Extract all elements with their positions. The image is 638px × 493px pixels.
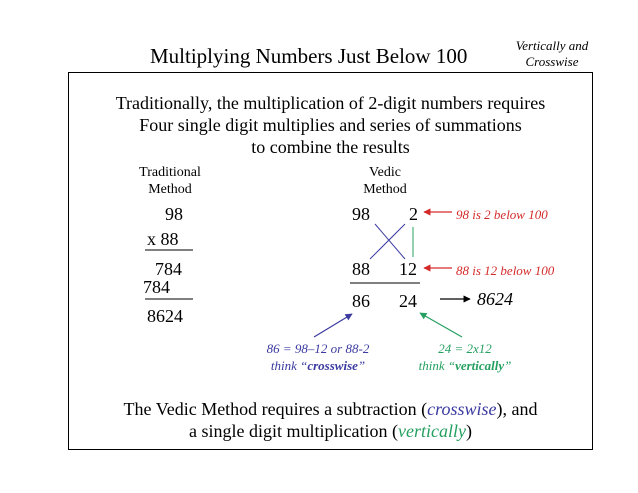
vertically-close-quote: ” [504, 358, 512, 373]
vedic-row1-diff: 2 [409, 204, 418, 224]
crosswise-think: think “ [270, 358, 308, 373]
traditional-heading-line-1: Traditional [139, 165, 201, 180]
crosswise-close-quote: ” [357, 358, 366, 373]
vedic-row2-number: 88 [352, 259, 370, 279]
vedic-answer: 8624 [477, 289, 513, 309]
cross-line-a [375, 224, 405, 259]
intro-line-3: to combine the results [251, 137, 410, 157]
intro-line-2: Four single digit multiplies and series of summations [139, 115, 522, 135]
vedic-row3-left: 86 [352, 291, 370, 311]
trad-partial-2: 784 [143, 277, 170, 297]
arrow-vertically [420, 313, 462, 337]
conclusion-l2c: ) [465, 421, 472, 441]
conclusion-l1c: ), and [496, 399, 538, 419]
trad-multiplicand: 98 [165, 204, 183, 224]
conclusion-l1a: The Vedic Method requires a subtraction ( [123, 399, 428, 419]
corner-note-line-2: Crosswise [525, 54, 579, 69]
conclusion-crosswise: crosswise [427, 399, 497, 419]
intro-line-1: Traditionally, the multiplication of 2-digit numbers requires [115, 93, 546, 113]
slide-title: Multiplying Numbers Just Below 100 [150, 44, 468, 68]
arrow-crosswise [314, 314, 352, 337]
traditional-heading-line-2: Method [148, 182, 192, 197]
vertically-note-line-1: 24 = 2x12 [438, 341, 492, 356]
conclusion-vertically: vertically [398, 421, 466, 441]
crosswise-word: crosswise [307, 358, 358, 373]
trad-multiplier: x 88 [147, 229, 179, 249]
corner-note-line-1: Vertically and [515, 38, 589, 53]
conclusion-l2a: a single digit multiplication ( [189, 421, 398, 441]
trad-partial-1: 784 [155, 259, 182, 279]
vedic-heading-line-2: Method [363, 182, 407, 197]
vedic-row2-diff: 12 [399, 259, 417, 279]
trad-result: 8624 [147, 306, 183, 326]
note-98-below-100: 98 is 2 below 100 [456, 207, 548, 222]
vedic-row1-number: 98 [352, 204, 370, 224]
vedic-row3-right: 24 [399, 291, 417, 311]
crosswise-note-line-1: 86 = 98–12 or 88-2 [266, 341, 370, 356]
vertically-word: vertically [455, 358, 505, 373]
vertically-think: think “ [418, 358, 456, 373]
cross-line-b [370, 224, 405, 259]
note-88-below-100: 88 is 12 below 100 [456, 263, 555, 278]
vedic-heading-line-1: Vedic [369, 165, 401, 180]
